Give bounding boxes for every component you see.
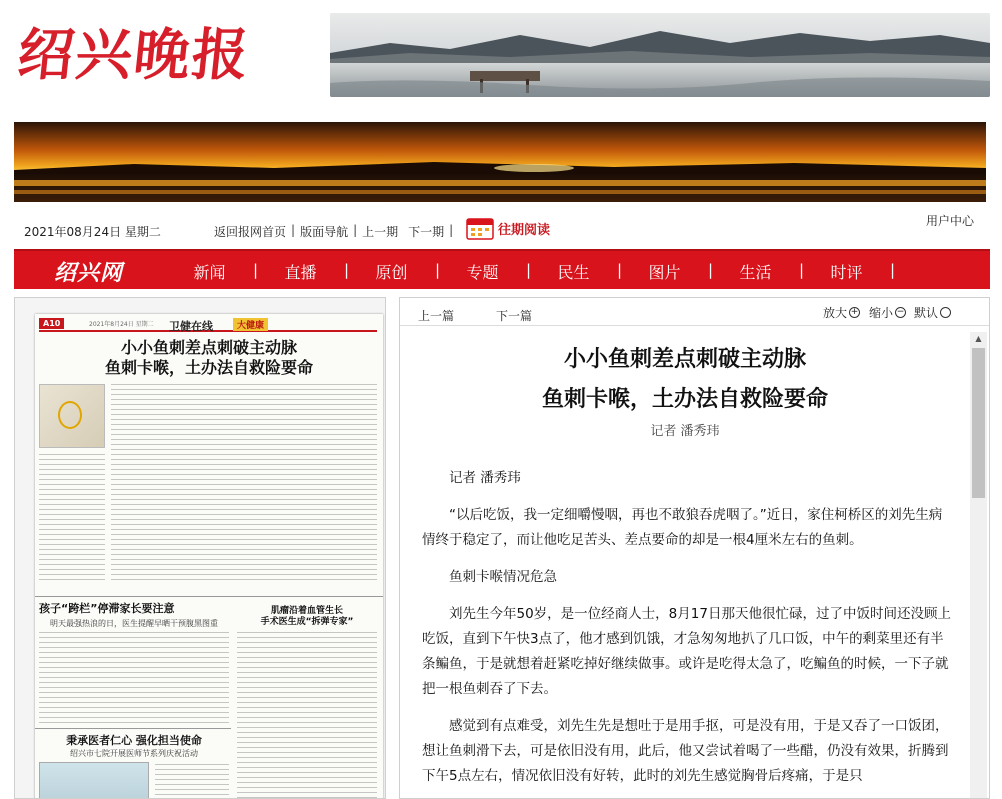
sunset-banner-image	[14, 122, 986, 202]
page-nav-link[interactable]: 版面导航	[300, 225, 349, 239]
zoom-reset-label: 默认	[914, 306, 939, 320]
main-nav	[14, 249, 990, 289]
nav-item-life[interactable]: 生活 |	[710, 260, 801, 283]
article-panel	[399, 297, 990, 799]
divider: |	[353, 223, 358, 237]
nav-item-photos[interactable]: 图片 |	[619, 260, 710, 283]
scroll-thumb[interactable]	[972, 348, 985, 498]
scroll-up-arrow-icon[interactable]: ▲	[975, 334, 982, 343]
newspaper-page-image[interactable]	[35, 314, 383, 799]
nav-item-topics[interactable]: 专题 |	[437, 260, 528, 283]
divider: |	[449, 223, 454, 237]
archive-label: 往期阅读	[498, 222, 551, 238]
paper-headline-doctors[interactable]: 秉承医者仁心 强化担当使命	[66, 734, 202, 747]
paper-header	[39, 318, 377, 332]
article-paragraph: 刘先生今年50岁，是一位经商人士，8月17日那天他很忙碌，过了中饭时间还没顾上吃饭，直到下午快3点了，他才感到饥饿，才急匆匆地扒了几口饭，中午的剩菜里还有半条鳊鱼，于是就想着赶紧吃掉好继续做事。或许是吃得太急了，吃鳊鱼的时候，一下子就把一根鱼刺吞了下去。	[422, 606, 951, 697]
article-paragraph: 鱼刺卡喉情况危急	[449, 569, 557, 585]
nav-items	[164, 251, 892, 291]
paper-headline-hurdle-sub: 明天最强热浪的日，医生提醒早晒干预腹黑图重	[50, 619, 218, 628]
paper-headline-fibroid-text: 肌瘤沿着血管生长 手术医生成“拆弹专家”	[260, 606, 354, 627]
zoom-out-label: 缩小	[869, 306, 894, 320]
fishbone-photo	[39, 384, 105, 448]
lake-banner-image	[330, 13, 990, 97]
text-block	[237, 632, 377, 799]
article-scrollbar[interactable]	[970, 332, 987, 799]
paper-headline-main[interactable]: 小小鱼刺差点刺破主动脉	[120, 338, 297, 357]
paper-headline-fibroid[interactable]	[237, 606, 377, 628]
newspaper-page-panel	[14, 297, 386, 799]
text-block	[111, 384, 377, 584]
next-article-link[interactable]: 下一篇	[496, 309, 533, 323]
circle-icon	[940, 307, 951, 318]
page-number-tag: A10	[39, 318, 64, 329]
text-block	[155, 764, 229, 799]
paper-section-title: 卫健在线	[169, 320, 213, 333]
paper-headline-doctors-sub: 绍兴市七院开展医师节系列庆祝活动	[70, 749, 198, 758]
article-paragraph: “以后吃饭，我一定细嚼慢咽，再也不敢狼吞虎咽了。”近日，家住柯桥区的刘先生病情终于稳定了，而让他吃足苦头、差点要命的却是一根4厘米左右的鱼刺。	[422, 507, 943, 548]
divider	[35, 596, 383, 597]
divider: |	[291, 223, 296, 237]
article-byline: 记者 潘秀玮	[650, 424, 720, 439]
text-block	[39, 454, 105, 584]
zoom-out-button[interactable]	[869, 304, 906, 321]
prev-article-link[interactable]: 上一篇	[418, 309, 455, 323]
nav-item-original[interactable]: 原创 |	[346, 260, 437, 283]
article-toolbar	[400, 298, 989, 326]
nav-item-commentary[interactable]: 时评 |	[801, 260, 892, 283]
plus-icon: +	[850, 307, 859, 317]
top-links	[214, 223, 458, 240]
next-issue-link[interactable]: 下一期	[408, 225, 445, 239]
article-paragraph: 记者 潘秀玮	[449, 470, 521, 486]
paper-headline-hurdle[interactable]: 孩子“跨栏”停滞家长要注意	[39, 602, 175, 615]
date-text: 2021年08月24日 星期二	[24, 225, 161, 239]
minus-icon: −	[896, 307, 905, 317]
zoom-in-button[interactable]	[823, 304, 860, 321]
article-subtitle: 鱼刺卡喉，土办法自救险要命	[541, 386, 828, 412]
info-bar	[14, 212, 990, 244]
newspaper-logo[interactable]: 绍兴晚报	[14, 22, 254, 88]
paper-column-tag: 大健康	[233, 318, 268, 331]
article-title: 小小鱼刺差点刺破主动脉	[563, 346, 806, 372]
highlight-ring	[58, 401, 82, 429]
site-logo[interactable]: 绍兴网	[54, 260, 124, 286]
doctors-photo	[39, 762, 149, 799]
paper-date: 2021年8月24日 星期二	[89, 321, 154, 328]
home-link[interactable]: 返回报网首页	[214, 225, 287, 239]
masthead	[14, 10, 990, 102]
prev-issue-link[interactable]: 上一期	[362, 225, 399, 239]
divider	[35, 728, 231, 729]
user-center-link[interactable]: 用户中心	[925, 214, 974, 228]
nav-item-live[interactable]: 直播 |	[255, 260, 346, 283]
text-block	[39, 632, 229, 726]
paper-headline-main-sub[interactable]: 鱼刺卡喉，土办法自救险要命	[104, 358, 313, 377]
nav-item-livelihood[interactable]: 民生 |	[528, 260, 619, 283]
article-body	[422, 466, 952, 799]
nav-item-news[interactable]: 新闻 |	[164, 260, 255, 283]
zoom-in-label: 放大	[823, 306, 848, 320]
article-paragraph: 感觉到有点难受，刘先生先是想吐于是用手抠，可是没有用，于是又吞了一口饭团，想让鱼刺滑下去，可是依旧没有用，此后，他又尝试着喝了一些醋，仍没有效果，折腾到下午5点左右，情况依旧没有好转，此时的刘先生感觉胸骨后疼痛，于是只	[422, 718, 949, 784]
calendar-icon	[466, 216, 494, 240]
zoom-reset-button[interactable]	[914, 304, 951, 321]
archive-link[interactable]	[466, 216, 550, 240]
